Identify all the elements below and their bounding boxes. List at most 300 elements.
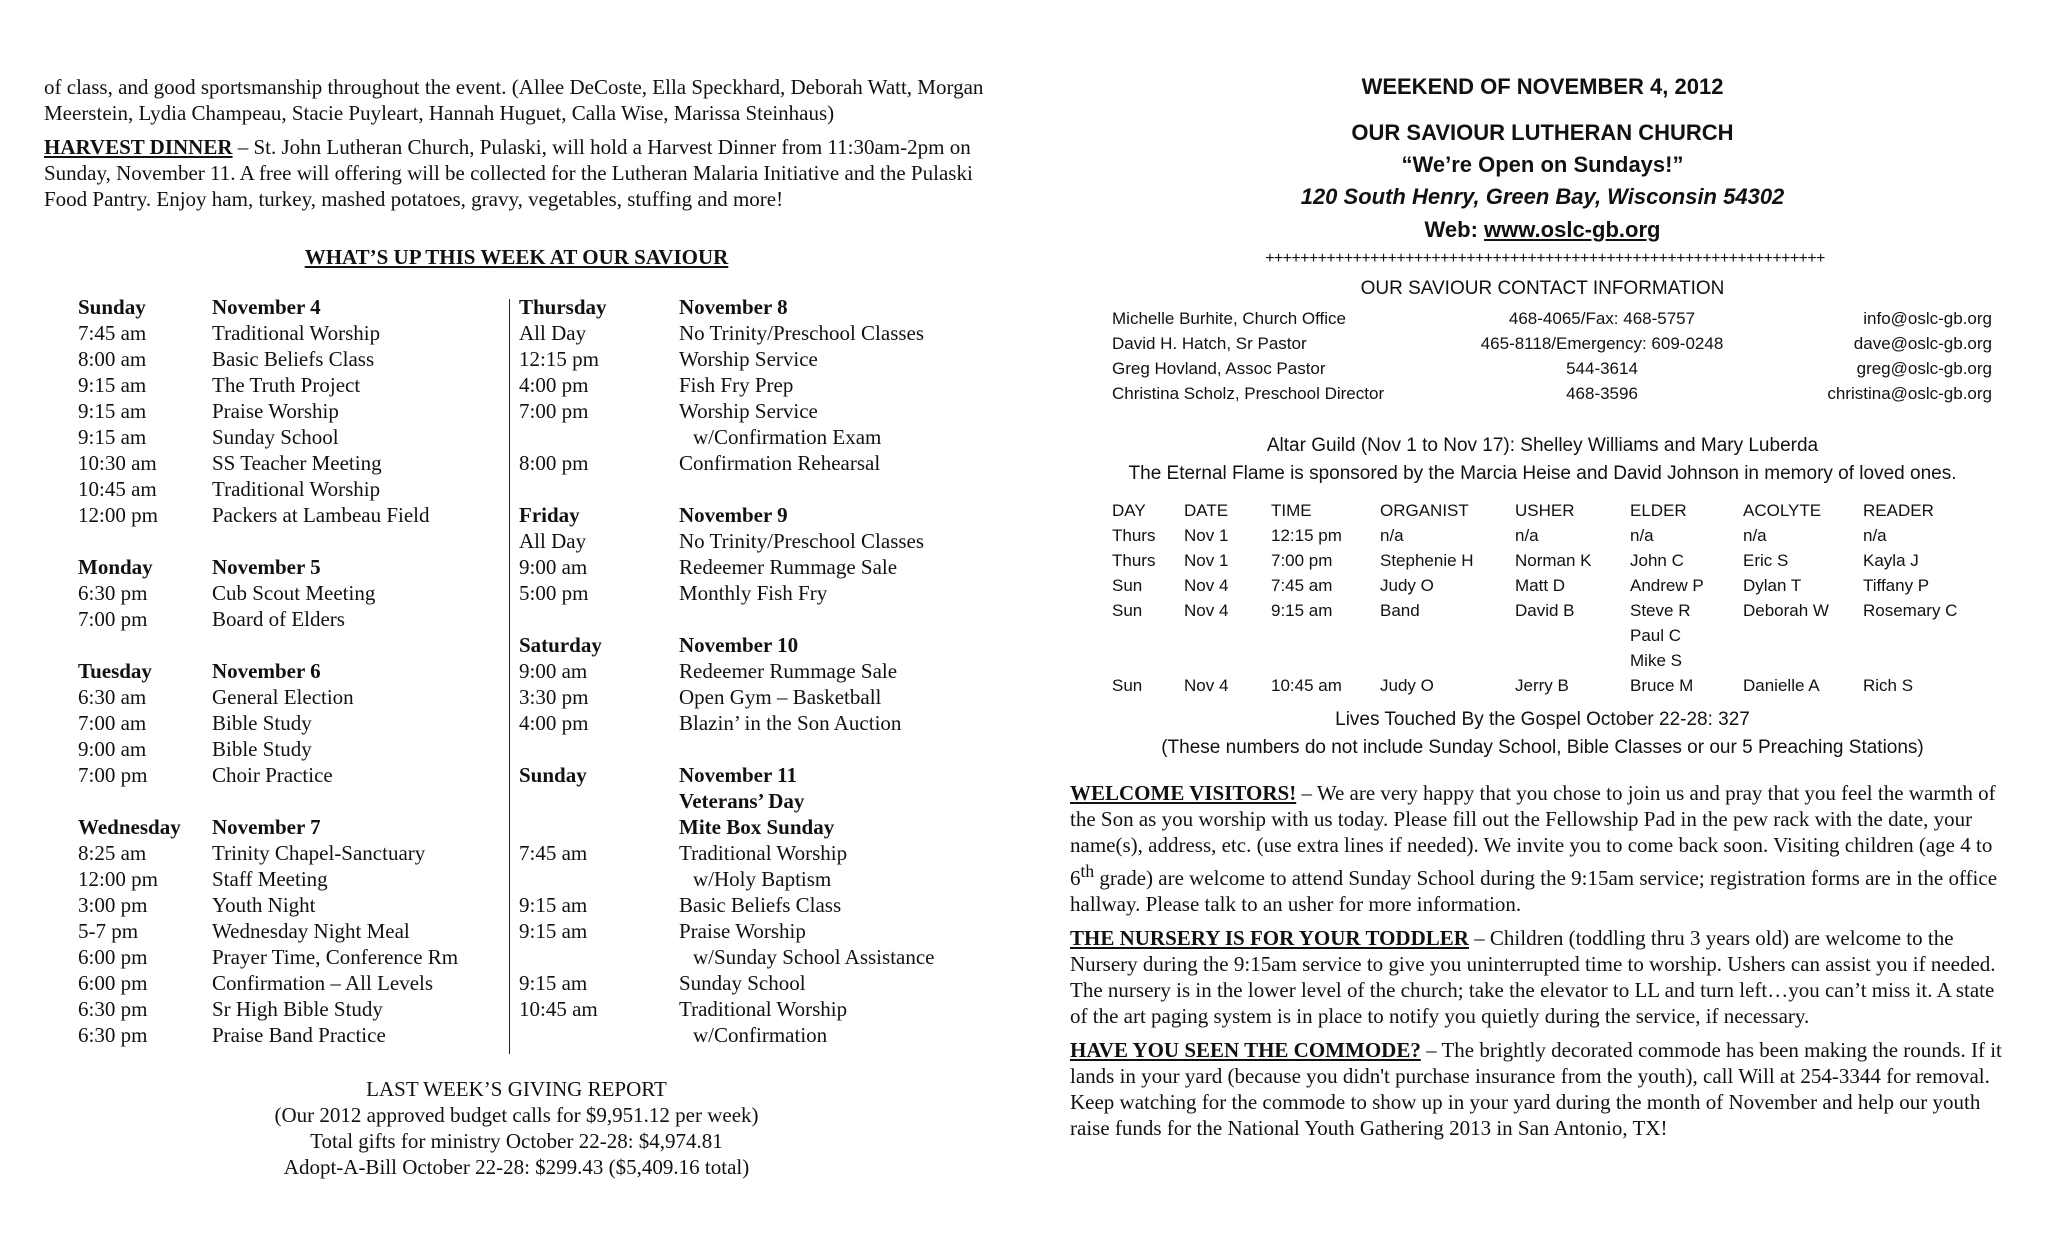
schedule-event: Worship Service bbox=[679, 399, 818, 423]
duty-header-cell: ELDER bbox=[1630, 501, 1687, 520]
schedule-row bbox=[78, 788, 518, 814]
contact-row bbox=[1112, 381, 1992, 406]
web-link[interactable]: www.oslc-gb.org bbox=[1484, 217, 1661, 242]
left-page bbox=[44, 74, 989, 1179]
schedule-row bbox=[78, 450, 518, 476]
schedule-time: 12:00 pm bbox=[78, 503, 158, 527]
contact-phone: 468-3596 bbox=[1566, 384, 1638, 403]
schedule-row bbox=[519, 918, 1019, 944]
duty-cell: Thurs bbox=[1112, 551, 1156, 570]
duty-row bbox=[1112, 573, 1992, 598]
giving-adopt-a-bill-line: Adopt-A-Bill October 22-28: $299.43 ($5,409.16 total) bbox=[283, 1155, 750, 1179]
schedule-row bbox=[78, 372, 518, 398]
schedule-event: Board of Elders bbox=[212, 607, 345, 631]
schedule-event: Veterans’ Day bbox=[679, 789, 805, 813]
schedule-event: Traditional Worship bbox=[212, 477, 381, 501]
schedule-time: 9:00 am bbox=[78, 737, 147, 761]
duty-cell: Nov 4 bbox=[1184, 601, 1229, 620]
schedule-event: Prayer Time, Conference Rm bbox=[212, 945, 459, 969]
schedule-event bbox=[679, 476, 1019, 502]
schedule-event: Youth Night bbox=[212, 893, 316, 917]
schedule-time: All Day bbox=[519, 321, 587, 345]
schedule-time bbox=[519, 788, 679, 814]
duty-row bbox=[1112, 673, 1992, 698]
duty-cell: n/a bbox=[1380, 526, 1404, 545]
schedule-event: Choir Practice bbox=[212, 763, 333, 787]
duty-cell: Nov 1 bbox=[1184, 526, 1229, 545]
schedule-time: 9:15 am bbox=[519, 919, 588, 943]
duty-cell: Paul C bbox=[1630, 626, 1682, 645]
duty-cell: Band bbox=[1380, 601, 1420, 620]
schedule-event: w/Holy Baptism bbox=[693, 867, 832, 891]
schedule-event: Mite Box Sunday bbox=[679, 815, 835, 839]
schedule-row bbox=[519, 710, 1019, 736]
duty-cell bbox=[1743, 648, 1863, 673]
duty-cell: Deborah W bbox=[1743, 601, 1829, 620]
schedule-time: 10:30 am bbox=[78, 451, 157, 475]
duty-cell: Mike S bbox=[1630, 651, 1682, 670]
schedule-time: 6:30 pm bbox=[78, 1023, 148, 1047]
schedule-event: Confirmation Rehearsal bbox=[679, 451, 881, 475]
church-web bbox=[1070, 217, 2015, 243]
welcome-visitors-heading: WELCOME VISITORS! bbox=[1070, 781, 1297, 805]
giving-total-line: Total gifts for ministry October 22-28: $4,974.81 bbox=[310, 1129, 723, 1153]
lives-touched-line: Lives Touched By the Gospel October 22-28: 327 bbox=[1335, 709, 1750, 730]
schedule-row bbox=[519, 502, 1019, 528]
schedule-row bbox=[519, 372, 1019, 398]
schedule-time: Friday bbox=[519, 503, 580, 527]
schedule-row bbox=[78, 294, 518, 320]
duty-cell bbox=[1863, 648, 1992, 673]
schedule-row bbox=[519, 424, 1019, 450]
schedule-row bbox=[78, 944, 518, 970]
schedule-event: Bible Study bbox=[212, 711, 312, 735]
schedule-event: w/Sunday School Assistance bbox=[693, 945, 935, 969]
schedule-time: 9:15 am bbox=[78, 399, 147, 423]
schedule-event: Worship Service bbox=[679, 347, 818, 371]
schedule-time: 6:00 pm bbox=[78, 971, 148, 995]
contact-list bbox=[1112, 306, 1992, 406]
duty-row bbox=[1112, 523, 1992, 548]
duty-cell bbox=[1112, 623, 1184, 648]
schedule-event: Fish Fry Prep bbox=[679, 373, 794, 397]
schedule-time bbox=[78, 528, 212, 554]
plus-divider: ++++++++++++++++++++++++++++++++++++++++++++++++++++++++++++++++ bbox=[1265, 250, 1825, 267]
lives-touched-note: (These numbers do not include Sunday School, Bible Classes or our 5 Preaching Stations) bbox=[1161, 737, 1924, 758]
schedule-row bbox=[78, 866, 518, 892]
duty-cell: Matt D bbox=[1515, 576, 1566, 595]
altar-guild-line: Altar Guild (Nov 1 to Nov 17): Shelley Williams and Mary Luberda bbox=[1266, 435, 1819, 456]
schedule-time: 6:30 am bbox=[78, 685, 147, 709]
schedule-time bbox=[519, 1022, 679, 1048]
duty-header-cell: DAY bbox=[1112, 501, 1146, 520]
announcements bbox=[1070, 780, 2015, 1141]
welcome-visitors-sup: th bbox=[1080, 861, 1095, 881]
schedule-time: 7:00 pm bbox=[519, 399, 589, 423]
schedule-row bbox=[78, 606, 518, 632]
schedule-time: 9:15 am bbox=[519, 971, 588, 995]
schedule-row bbox=[519, 736, 1019, 762]
duty-header-cell: READER bbox=[1863, 501, 1934, 520]
schedule-row bbox=[519, 450, 1019, 476]
church-address: 120 South Henry, Green Bay, Wisconsin 54302 bbox=[1300, 184, 1785, 209]
duty-cell bbox=[1184, 623, 1271, 648]
schedule-row bbox=[519, 840, 1019, 866]
schedule-time: 7:45 am bbox=[519, 841, 588, 865]
duty-cell: Nov 4 bbox=[1184, 576, 1229, 595]
duty-cell: John C bbox=[1630, 551, 1684, 570]
schedule-row bbox=[519, 788, 1019, 814]
schedule-event: Monthly Fish Fry bbox=[679, 581, 828, 605]
schedule-row bbox=[78, 346, 518, 372]
schedule-row bbox=[519, 398, 1019, 424]
duty-cell: Tiffany P bbox=[1863, 576, 1930, 595]
schedule-row bbox=[78, 502, 518, 528]
schedule-time bbox=[519, 814, 679, 840]
schedule-time: 7:45 am bbox=[78, 321, 147, 345]
schedule-row bbox=[78, 996, 518, 1022]
harvest-dinner-text: – St. John Lutheran Church, Pulaski, will hold a Harvest Dinner from 11:30am-2pm on Sunday, November 11. A free will offering will be collected for the Lutheran Malaria Initiative and the Pulaski Food Pantry. Enjoy ham, turkey, mashed potatoes, gravy, vegetables, stuffing and more! bbox=[44, 135, 973, 211]
commode-heading: HAVE YOU SEEN THE COMMODE? bbox=[1070, 1038, 1421, 1062]
schedule-event: Blazin’ in the Son Auction bbox=[679, 711, 902, 735]
schedule-time: 8:00 pm bbox=[519, 451, 589, 475]
schedule-row bbox=[519, 814, 1019, 840]
schedule-column-2 bbox=[519, 294, 1019, 1048]
schedule-row bbox=[519, 970, 1019, 996]
schedule-event: Basic Beliefs Class bbox=[212, 347, 375, 371]
duty-header-cell: DATE bbox=[1184, 501, 1229, 520]
duty-cell: 12:15 pm bbox=[1271, 526, 1342, 545]
schedule-row bbox=[519, 554, 1019, 580]
duty-header-cell: ACOLYTE bbox=[1743, 501, 1822, 520]
schedule-event: November 8 bbox=[679, 295, 788, 319]
schedule-row bbox=[519, 580, 1019, 606]
schedule-row bbox=[519, 658, 1019, 684]
duty-cell: Rosemary C bbox=[1863, 601, 1958, 620]
schedule-time bbox=[78, 632, 212, 658]
duty-cell: Stephenie H bbox=[1380, 551, 1474, 570]
schedule-event: Wednesday Night Meal bbox=[212, 919, 410, 943]
contact-info-title: OUR SAVIOUR CONTACT INFORMATION bbox=[1360, 278, 1725, 299]
duty-cell: Andrew P bbox=[1630, 576, 1704, 595]
schedule-time: 9:15 am bbox=[519, 893, 588, 917]
schedule-event: Basic Beliefs Class bbox=[679, 893, 842, 917]
duty-cell: Kayla J bbox=[1863, 551, 1919, 570]
duty-cell bbox=[1271, 648, 1380, 673]
lives-touched-block bbox=[1070, 706, 2015, 762]
schedule-event: No Trinity/Preschool Classes bbox=[679, 321, 925, 345]
schedule-row bbox=[78, 320, 518, 346]
schedule-time: 7:00 am bbox=[78, 711, 147, 735]
schedule-event: Sunday School bbox=[212, 425, 339, 449]
schedule-time bbox=[519, 476, 679, 502]
schedule-event: The Truth Project bbox=[212, 373, 361, 397]
duty-cell bbox=[1863, 623, 1992, 648]
duty-cell: n/a bbox=[1743, 526, 1767, 545]
schedule-time: 10:45 am bbox=[519, 997, 598, 1021]
contact-phone: 468-4065/Fax: 468-5757 bbox=[1508, 309, 1696, 328]
schedule-time: Thursday bbox=[519, 295, 607, 319]
duty-cell: Eric S bbox=[1743, 551, 1789, 570]
schedule-time bbox=[519, 606, 679, 632]
schedule-event: November 9 bbox=[679, 503, 788, 527]
schedule-time bbox=[519, 944, 679, 970]
schedule-event: General Election bbox=[212, 685, 354, 709]
intro-paragraph: of class, and good sportsmanship throughout the event. (Allee DeCoste, Ella Speckhard, Deborah Watt, Morgan Meerstein, Lydia Champeau, Stacie Puyleart, Hannah Huguet, Calla Wise, Marissa Steinhaus) bbox=[44, 75, 984, 125]
duty-cell: Judy O bbox=[1380, 676, 1434, 695]
nursery-heading: THE NURSERY IS FOR YOUR TODDLER bbox=[1070, 926, 1469, 950]
schedule-time: Monday bbox=[78, 555, 153, 579]
duty-cell: n/a bbox=[1863, 526, 1887, 545]
schedule-event: Staff Meeting bbox=[212, 867, 328, 891]
duty-cell: Norman K bbox=[1515, 551, 1592, 570]
schedule-time: 9:00 am bbox=[519, 555, 588, 579]
duty-row bbox=[1112, 548, 1992, 573]
contact-name: Christina Scholz, Preschool Director bbox=[1112, 384, 1385, 403]
schedule-time: 4:00 pm bbox=[519, 373, 589, 397]
schedule-row bbox=[78, 710, 518, 736]
schedule-time: All Day bbox=[519, 529, 587, 553]
schedule-event: Trinity Chapel-Sanctuary bbox=[212, 841, 426, 865]
duty-cell: Sun bbox=[1112, 676, 1143, 695]
schedule-time: 9:15 am bbox=[78, 373, 147, 397]
schedule-time: 12:00 pm bbox=[78, 867, 158, 891]
duty-cell: David B bbox=[1515, 601, 1575, 620]
duty-header-cell: USHER bbox=[1515, 501, 1575, 520]
schedule-row bbox=[78, 424, 518, 450]
commode-text: – The brightly decorated commode has been making the rounds. If it lands in your yard (because you didn't purchase insurance from the youth), call Will at 254-3344 for removal. Keep watching for the commode to show up in your yard during the month of November and help our youth raise funds for the National Youth Gathering 2013 in San Antonio, TX! bbox=[1070, 1038, 2002, 1140]
duty-cell bbox=[1515, 623, 1630, 648]
schedule-event: Sr High Bible Study bbox=[212, 997, 383, 1021]
schedule-time: 10:45 am bbox=[78, 477, 157, 501]
schedule-time: 6:00 pm bbox=[78, 945, 148, 969]
schedule-event: Bible Study bbox=[212, 737, 312, 761]
schedule-row bbox=[78, 554, 518, 580]
schedule-time: 12:15 pm bbox=[519, 347, 599, 371]
schedule-event: w/Confirmation bbox=[693, 1023, 828, 1047]
schedule-event: Open Gym – Basketball bbox=[679, 685, 882, 709]
schedule-row bbox=[78, 658, 518, 684]
schedule-event bbox=[679, 736, 1019, 762]
duty-cell: Danielle A bbox=[1743, 676, 1820, 695]
duty-cell bbox=[1380, 648, 1515, 673]
duty-roster-table bbox=[1112, 498, 1992, 698]
schedule-divider bbox=[509, 299, 510, 1054]
schedule-time: 8:00 am bbox=[78, 347, 147, 371]
duty-header-cell: ORGANIST bbox=[1380, 501, 1469, 520]
schedule-time: Sunday bbox=[519, 763, 587, 787]
schedule-time bbox=[519, 736, 679, 762]
schedule-event: November 11 bbox=[679, 763, 798, 787]
duty-cell bbox=[1184, 648, 1271, 673]
contact-name: David H. Hatch, Sr Pastor bbox=[1112, 334, 1307, 353]
schedule-row bbox=[519, 892, 1019, 918]
contact-phone: 544-3614 bbox=[1566, 359, 1638, 378]
duty-cell: Dylan T bbox=[1743, 576, 1802, 595]
schedule-event bbox=[212, 632, 518, 658]
schedule-time: 8:25 am bbox=[78, 841, 147, 865]
schedule-time: Saturday bbox=[519, 633, 602, 657]
schedule-row bbox=[78, 684, 518, 710]
schedule-row bbox=[519, 476, 1019, 502]
schedule-row bbox=[78, 840, 518, 866]
welcome-visitors-text-a: – We are very happy that you chose to join us and pray that you feel the warmth of the Son as you worship with us today. Please fill out the Fellowship Pad in the pew rack with the date, your name(s), address, etc. (use extra lines if needed). We invite you to come back soon. Visiting children (age 4 to 6 bbox=[1070, 781, 1996, 890]
contact-row bbox=[1112, 356, 1992, 381]
contact-name: Greg Hovland, Assoc Pastor bbox=[1112, 359, 1326, 378]
schedule-time bbox=[519, 424, 679, 450]
welcome-visitors-text-b: grade) are welcome to attend Sunday School during the 9:15am service; registration forms are in the office hallway. Please talk to an usher for more information. bbox=[1070, 866, 1998, 916]
duty-cell: Nov 1 bbox=[1184, 551, 1229, 570]
schedule-row bbox=[519, 1022, 1019, 1048]
duty-cell: Sun bbox=[1112, 576, 1143, 595]
schedule-event: No Trinity/Preschool Classes bbox=[679, 529, 925, 553]
schedule-event: November 4 bbox=[212, 295, 321, 319]
contact-email[interactable]: dave@oslc-gb.org bbox=[1853, 334, 1992, 353]
contact-phone: 465-8118/Emergency: 609-0248 bbox=[1480, 334, 1724, 353]
schedule-time bbox=[78, 788, 212, 814]
contact-email[interactable]: info@oslc-gb.org bbox=[1863, 309, 1992, 328]
schedule-row bbox=[519, 632, 1019, 658]
schedule-row bbox=[78, 762, 518, 788]
schedule-event: Praise Band Practice bbox=[212, 1023, 386, 1047]
duty-cell bbox=[1743, 623, 1863, 648]
schedule-row bbox=[78, 1022, 518, 1048]
schedule-event: November 5 bbox=[212, 555, 321, 579]
duty-cell: Sun bbox=[1112, 601, 1143, 620]
web-label: Web: bbox=[1424, 217, 1485, 242]
harvest-dinner-paragraph bbox=[44, 134, 989, 212]
contact-email[interactable]: christina@oslc-gb.org bbox=[1827, 384, 1992, 403]
schedule-time: 6:30 pm bbox=[78, 997, 148, 1021]
schedule-row bbox=[78, 398, 518, 424]
contact-email[interactable]: greg@oslc-gb.org bbox=[1856, 359, 1992, 378]
contact-row bbox=[1112, 331, 1992, 356]
schedule-row bbox=[78, 632, 518, 658]
schedule-row bbox=[78, 528, 518, 554]
schedule-row bbox=[519, 294, 1019, 320]
church-motto: “We’re Open on Sundays!” bbox=[1401, 152, 1684, 177]
schedule-time: 7:00 pm bbox=[78, 763, 148, 787]
duty-header-cell: TIME bbox=[1271, 501, 1312, 520]
giving-report bbox=[44, 1076, 989, 1180]
nursery-paragraph bbox=[1070, 925, 2015, 1029]
duty-cell: 7:45 am bbox=[1271, 576, 1333, 595]
duty-cell: n/a bbox=[1630, 526, 1654, 545]
schedule-event: November 7 bbox=[212, 815, 321, 839]
schedule-event: Praise Worship bbox=[679, 919, 806, 943]
eternal-flame-line: The Eternal Flame is sponsored by the Marcia Heise and David Johnson in memory of loved ones. bbox=[1128, 463, 1957, 484]
schedule-time: 6:30 pm bbox=[78, 581, 148, 605]
duty-row bbox=[1112, 623, 1992, 648]
duty-cell: Steve R bbox=[1630, 601, 1691, 620]
schedule-event: Sunday School bbox=[679, 971, 806, 995]
altar-guild-block bbox=[1070, 432, 2015, 488]
contact-row bbox=[1112, 306, 1992, 331]
schedule-event: Packers at Lambeau Field bbox=[212, 503, 430, 527]
schedule-row bbox=[78, 918, 518, 944]
schedule-event: November 6 bbox=[212, 659, 321, 683]
duty-cell: 7:00 pm bbox=[1271, 551, 1333, 570]
schedule-time: 9:15 am bbox=[78, 425, 147, 449]
schedule-row bbox=[519, 762, 1019, 788]
contact-name: Michelle Burhite, Church Office bbox=[1112, 309, 1347, 328]
schedule-event: November 10 bbox=[679, 633, 799, 657]
duty-cell: n/a bbox=[1515, 526, 1539, 545]
schedule-column-1 bbox=[78, 294, 518, 1048]
weekend-heading: WEEKEND OF NOVEMBER 4, 2012 bbox=[1361, 74, 1724, 99]
duty-cell bbox=[1380, 623, 1515, 648]
duty-cell: Judy O bbox=[1380, 576, 1434, 595]
schedule-row bbox=[78, 970, 518, 996]
harvest-dinner-heading: HARVEST DINNER bbox=[44, 135, 233, 159]
schedule-row bbox=[519, 320, 1019, 346]
schedule-time: 3:30 pm bbox=[519, 685, 589, 709]
duty-cell: 10:45 am bbox=[1271, 676, 1342, 695]
commode-paragraph bbox=[1070, 1037, 2015, 1141]
schedule-event bbox=[679, 606, 1019, 632]
schedule-event bbox=[212, 788, 518, 814]
schedule-time: 3:00 pm bbox=[78, 893, 148, 917]
schedule-row bbox=[519, 606, 1019, 632]
schedule-time: Tuesday bbox=[78, 659, 152, 683]
schedule-time: 9:00 am bbox=[519, 659, 588, 683]
schedule-event: Traditional Worship bbox=[679, 841, 848, 865]
schedule-row bbox=[78, 892, 518, 918]
duty-cell: Rich S bbox=[1863, 676, 1914, 695]
duty-cell bbox=[1271, 623, 1380, 648]
schedule-row bbox=[78, 736, 518, 762]
schedule-event: SS Teacher Meeting bbox=[212, 451, 382, 475]
schedule-event bbox=[212, 528, 518, 554]
duty-cell bbox=[1515, 648, 1630, 673]
schedule-event: Redeemer Rummage Sale bbox=[679, 555, 898, 579]
nursery-text: – Children (toddling thru 3 years old) are welcome to the Nursery during the 9:15am service to give you uninterrupted time to worship. Ushers can assist you if needed. The nursery is in the lower level of the church; take the elevator to LL and turn left…you can’t miss it. A state of the art paging system is in place to notify you quietly during the service, if necessary. bbox=[1070, 926, 1996, 1028]
schedule-event: Traditional Worship bbox=[679, 997, 848, 1021]
duty-cell: Jerry B bbox=[1515, 676, 1569, 695]
giving-report-title: LAST WEEK’S GIVING REPORT bbox=[366, 1077, 667, 1101]
duty-header-row bbox=[1112, 498, 1992, 523]
duty-row bbox=[1112, 648, 1992, 673]
schedule-time bbox=[519, 866, 679, 892]
schedule-time: Wednesday bbox=[78, 815, 181, 839]
schedule-time: Sunday bbox=[78, 295, 146, 319]
schedule-event: w/Confirmation Exam bbox=[693, 425, 882, 449]
duty-cell bbox=[1112, 648, 1184, 673]
schedule-time: 5:00 pm bbox=[519, 581, 589, 605]
schedule-row bbox=[519, 996, 1019, 1022]
schedule-event: Traditional Worship bbox=[212, 321, 381, 345]
schedule-row bbox=[519, 866, 1019, 892]
schedule-event: Confirmation – All Levels bbox=[212, 971, 434, 995]
duty-cell: Nov 4 bbox=[1184, 676, 1229, 695]
giving-budget-line: (Our 2012 approved budget calls for $9,951.12 per week) bbox=[274, 1103, 759, 1127]
schedule-row bbox=[78, 476, 518, 502]
schedule-row bbox=[78, 580, 518, 606]
schedule-time: 7:00 pm bbox=[78, 607, 148, 631]
duty-row bbox=[1112, 598, 1992, 623]
schedule-event: Praise Worship bbox=[212, 399, 339, 423]
schedule-row bbox=[519, 346, 1019, 372]
schedule-event: Cub Scout Meeting bbox=[212, 581, 376, 605]
schedule-time: 5-7 pm bbox=[78, 919, 139, 943]
schedule-row bbox=[519, 528, 1019, 554]
schedule-row bbox=[519, 684, 1019, 710]
welcome-visitors-paragraph bbox=[1070, 780, 2015, 917]
week-schedule-title: WHAT’S UP THIS WEEK AT OUR SAVIOUR bbox=[304, 245, 729, 269]
duty-cell: 9:15 am bbox=[1271, 601, 1333, 620]
schedule-time: 4:00 pm bbox=[519, 711, 589, 735]
schedule-row bbox=[78, 814, 518, 840]
